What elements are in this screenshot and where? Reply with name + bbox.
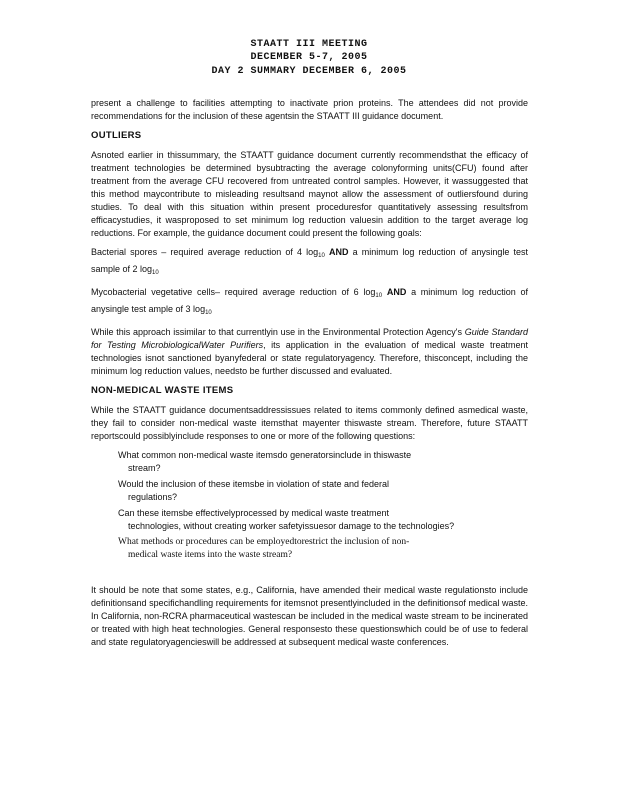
goal1-text-a: Bacterial spores – required average reduction of 4 log — [91, 247, 319, 257]
question-1-line-1: What common non-medical waste itemsdo generatorsinclude in thiswaste — [118, 450, 412, 460]
outliers-heading: OUTLIERS — [91, 130, 142, 141]
question-4-line-2: medical waste items into the waste stream? — [128, 550, 293, 560]
question-item — [111, 449, 528, 475]
goal1-text-b: a minimum log reduction of anysingle test sample of 2 log — [91, 247, 528, 274]
question-item — [111, 507, 528, 533]
goal2-subscript-2: 10 — [205, 310, 212, 316]
goal2-and: AND — [386, 287, 407, 297]
document-body — [91, 97, 528, 655]
epa-comparison-paragraph — [91, 326, 528, 378]
goal2-subscript-1: 10 — [375, 293, 383, 299]
guide-standard-title: Guide Standard for Testing MicrobiologicalWater Purifiers — [91, 327, 528, 350]
p4-text-a: While this approach issimilar to that currentlyin use in the Environmental Protection Agency's — [91, 327, 462, 337]
header-day-summary: DAY 2 SUMMARY DECEMBER 6, 2005 — [211, 66, 407, 77]
questions-list — [91, 449, 528, 578]
header-dates: DECEMBER 5-7, 2005 — [250, 52, 368, 63]
question-4-line-1: What methods or procedures can be employedtorestrict the inclusion of non- — [118, 537, 410, 547]
goal1-subscript-2: 10 — [152, 270, 159, 276]
goal2-text-b: a minimum log reduction of anysingle test ample of 3 log — [91, 287, 528, 314]
california-paragraph: It should be note that some states, e.g., California, have amended their medical waste regulationsto include definitionsand specifichandling requirements for itemsnot presentlyincluded in the definitionsof medical waste. In California, non-RCRA pharmaceutical wastescan be included in the medical waste stream to be incinerated or treated with high heat technologies. General responsesto these questionswhich could be of use to federal and state regulatoryagencieswill be addressed at subsequent medical waste conferences. — [91, 585, 528, 647]
question-item — [111, 478, 528, 504]
p4-text-b: , its application in the evaluation of medical waste treatment technologies isnot sanctioned byanyfederal or state regulatoryagency. Therefore, thisconcept, including the minimum log reduction values, needsto be further discussed and evaluated. — [91, 340, 528, 376]
question-3-line-1: Can these itemsbe effectivelyprocessed by medical waste treatment — [118, 508, 389, 518]
nonmedical-heading: NON-MEDICAL WASTE ITEMS — [91, 385, 234, 396]
question-1-line-2: stream? — [128, 463, 161, 473]
goal-bacterial-spores — [91, 246, 528, 280]
outliers-paragraph: Asnoted earlier in thissummary, the STAATT guidance document currently recommendsthat the efficacy of treatment technologies be determined bysubtracting the average colonyforming units(CFU) found after treatment from the average CFU recovered from untreated control samples. However, it wassuggested that this method maycontribute to misleading resultsand maynot allow the assessment of outliersfound during studies. To deal with this situation within present proceduresfor quantitatively assessing resultsfrom efficacystudies, it wasproposed to set minimum log reduction valuesin addition to the target average log reductions. For example, the guidance document could present the following goals: — [91, 150, 528, 238]
header-title: STAATT III MEETING — [250, 39, 368, 50]
question-2-line-2: regulations? — [128, 492, 178, 502]
intro-paragraph: present a challenge to facilities attempting to inactivate prion proteins. The attendees did not provide recommendations for the inclusion of these agentsin the STAATT III guidance document. — [91, 98, 528, 121]
goal1-subscript-1: 10 — [318, 253, 325, 259]
question-item — [111, 536, 528, 562]
goal-mycobacterial — [91, 286, 528, 320]
question-item-empty — [111, 565, 528, 578]
goal1-and: AND — [328, 247, 349, 257]
goal2-text-a: Mycobacterial vegetative cells– required average reduction of 6 log — [91, 287, 376, 297]
nonmedical-paragraph: While the STAATT guidance documentsaddressissues related to items commonly defined asmedical waste, they fail to consider non-medical waste itemsthat mayenter thiswaste stream. Therefore, future STAATT reportscould possiblyinclude responses to one or more of the following questions: — [91, 405, 528, 441]
question-3-line-2: technologies, without creating worker safetyissuesor damage to the technologies? — [128, 521, 455, 531]
question-2-line-1: Would the inclusion of these itemsbe in violation of state and federal — [118, 479, 389, 489]
